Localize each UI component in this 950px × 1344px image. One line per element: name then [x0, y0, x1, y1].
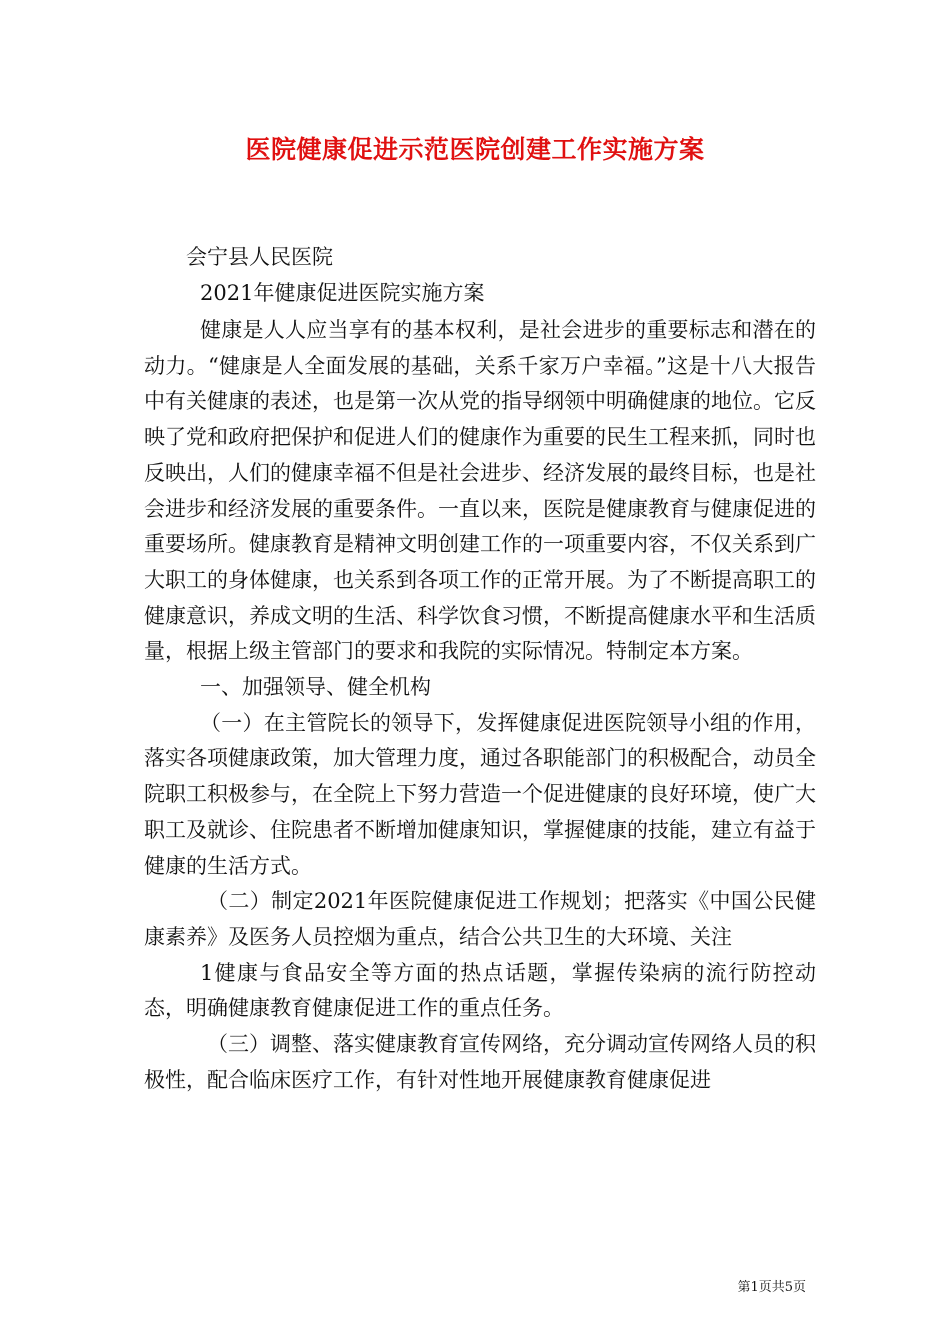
organization-name: 会宁县人民医院: [186, 245, 333, 269]
plan-name: 2021年健康促进医院实施方案: [200, 281, 485, 305]
paragraph-intro: 健康是人人应当享有的基本权利，是社会进步的重要标志和潜在的动力。“健康是人全面发展的基础，关系千家万户幸福。”这是十八大报告中有关健康的表述，也是第一次从党的指导纲领中明确健康的地位。它反映了党和政府把保护和促进人们的健康作为重要的民生工程来抓，同时也反映出，人们的健康幸福不但是社会进步、经济发展的最终目标，也是社会进步和经济发展的重要条件。一直以来，医院是健康教育与健康促进的重要场所。健康教育是精神文明创建工作的一项重要内容，不仅关系到广大职工的身体健康，也关系到各项工作的正常开展。为了不断提高职工的健康意识，养成文明的生活、科学饮食习惯，不断提高健康水平和生活质量，根据上级主管部门的要求和我院的实际情况。特制定本方案。: [144, 318, 816, 664]
document-title: 医院健康促进示范医院创建工作实施方案: [245, 135, 705, 164]
section-heading-1: 一、加强领导、健全机构: [200, 675, 431, 700]
paragraph-item-2: （二）制定2021年医院健康促进工作规划；把落实《中国公民健康素养》及医务人员控烟为重点，结合公共卫生的大环境、关注: [144, 889, 816, 949]
document-body: [144, 313, 816, 1098]
page-number: 第1页共5页: [737, 1280, 806, 1295]
paragraph-item-3: （三）调整、落实健康教育宣传网络，充分调动宣传网络人员的积极性，配合临床医疗工作，有针对性地开展健康教育健康促进: [144, 1032, 816, 1092]
paragraph-item-2-continued: 1健康与食品安全等方面的热点话题，掌握传染病的流行防控动态，明确健康教育健康促进工作的重点任务。: [144, 960, 816, 1021]
paragraph-item-1: （一）在主管院长的领导下，发挥健康促进医院领导小组的作用，落实各项健康政策，加大管理力度，通过各职能部门的积极配合，动员全院职工积极参与，在全院上下努力营造一个促进健康的良好环境，使广大职工及就诊、住院患者不断增加健康知识，掌握健康的技能，建立有益于健康的生活方式。: [144, 710, 816, 878]
